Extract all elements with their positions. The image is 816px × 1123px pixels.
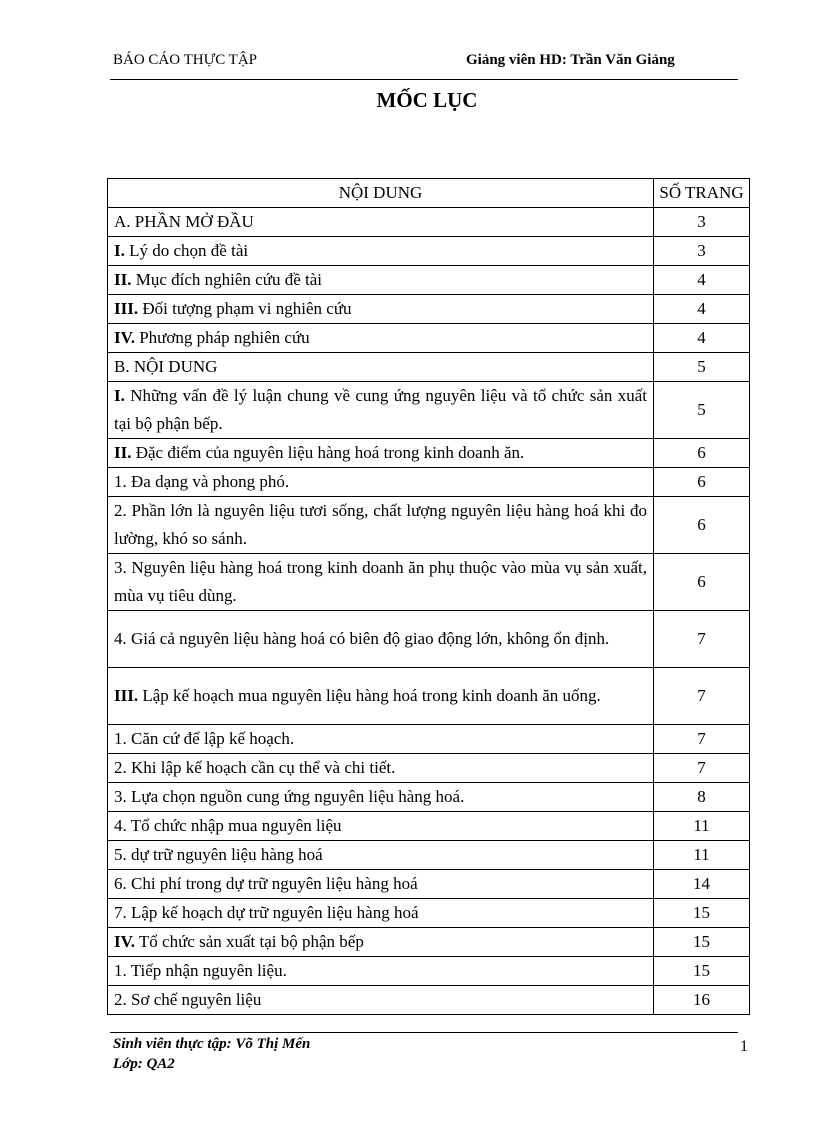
toc-entry bbox=[108, 266, 654, 295]
table-row bbox=[108, 266, 750, 295]
toc-entry bbox=[108, 439, 654, 468]
toc-entry-numeral: III. bbox=[114, 299, 139, 318]
page-number: 1 bbox=[740, 1038, 748, 1055]
table-row bbox=[108, 841, 750, 870]
toc-entry-numeral: I. bbox=[114, 241, 125, 260]
toc-entry-text: Mục đích nghiên cứu đề tài bbox=[131, 270, 322, 289]
toc-entry bbox=[108, 725, 654, 754]
toc-page-number: 3 bbox=[654, 237, 750, 266]
footer-student: Sinh viên thực tập: Võ Thị Mến bbox=[113, 1036, 311, 1052]
toc-entry-text: 7. Lập kế hoạch dự trữ nguyên liệu hàng hoá bbox=[114, 903, 419, 922]
table-row bbox=[108, 783, 750, 812]
column-header-page: SỐ TRANG bbox=[654, 179, 750, 208]
toc-entry bbox=[108, 468, 654, 497]
toc-entry-text: Đối tượng phạm vi nghiên cứu bbox=[138, 299, 352, 318]
toc-page-number: 7 bbox=[654, 611, 750, 668]
toc-page-number: 14 bbox=[654, 870, 750, 899]
toc-entry-text: 1. Tiếp nhận nguyên liệu. bbox=[114, 961, 287, 980]
table-row bbox=[108, 986, 750, 1015]
table-row bbox=[108, 237, 750, 266]
toc-entry bbox=[108, 870, 654, 899]
table-row bbox=[108, 928, 750, 957]
header-divider bbox=[110, 79, 738, 80]
toc-entry bbox=[108, 611, 654, 668]
table-row bbox=[108, 324, 750, 353]
table-row bbox=[108, 725, 750, 754]
toc-entry-text: A. PHẦN MỞ ĐẦU bbox=[114, 212, 254, 231]
header-report-title: BÁO CÁO THỰC TẬP bbox=[113, 52, 258, 68]
toc-page-number: 6 bbox=[654, 554, 750, 611]
toc-entry-text: 2. Phần lớn là nguyên liệu tươi sống, chất lượng nguyên liệu hàng hoá khi đo lường, khó so sánh. bbox=[114, 501, 647, 548]
toc-entry bbox=[108, 899, 654, 928]
toc-entry bbox=[108, 353, 654, 382]
toc-page-number: 7 bbox=[654, 725, 750, 754]
table-row bbox=[108, 554, 750, 611]
toc-page-number: 4 bbox=[654, 266, 750, 295]
toc-entry-text: 3. Lựa chọn nguồn cung ứng nguyên liệu hàng hoá. bbox=[114, 787, 465, 806]
table-row bbox=[108, 957, 750, 986]
toc-entry bbox=[108, 957, 654, 986]
toc-page-number: 15 bbox=[654, 928, 750, 957]
table-row bbox=[108, 468, 750, 497]
toc-entry bbox=[108, 986, 654, 1015]
toc-entry bbox=[108, 324, 654, 353]
table-row bbox=[108, 812, 750, 841]
table-row bbox=[108, 668, 750, 725]
toc-entry-text: 6. Chi phí trong dự trữ nguyên liệu hàng hoá bbox=[114, 874, 418, 893]
table-row bbox=[108, 439, 750, 468]
toc-page-number: 7 bbox=[654, 754, 750, 783]
toc-entry-numeral: II. bbox=[114, 443, 132, 462]
toc-entry bbox=[108, 668, 654, 725]
column-header-content: NỘI DUNG bbox=[108, 179, 654, 208]
toc-page-number: 6 bbox=[654, 497, 750, 554]
toc-entry-text: 5. dự trữ nguyên liệu hàng hoá bbox=[114, 845, 323, 864]
toc-entry bbox=[108, 812, 654, 841]
table-row bbox=[108, 870, 750, 899]
toc-page-number: 6 bbox=[654, 468, 750, 497]
toc-entry-text: 1. Căn cứ để lập kế hoạch. bbox=[114, 729, 295, 748]
toc-entry-text: Tổ chức sản xuất tại bộ phận bếp bbox=[134, 932, 364, 951]
toc-page-number: 11 bbox=[654, 812, 750, 841]
toc-entry bbox=[108, 783, 654, 812]
table-row bbox=[108, 899, 750, 928]
toc-entry-text: Đặc điểm của nguyên liệu hàng hoá trong kinh doanh ăn. bbox=[131, 443, 525, 462]
toc-entry-text: 2. Sơ chế nguyên liệu bbox=[114, 990, 262, 1009]
table-row bbox=[108, 754, 750, 783]
toc-entry-text: Lập kế hoạch mua nguyên liệu hàng hoá trong kinh doanh ăn uống. bbox=[138, 686, 601, 705]
toc-entry-text: 1. Đa dạng và phong phó. bbox=[114, 472, 290, 491]
header-instructor: Giảng viên HD: Trần Văn Giảng bbox=[466, 52, 675, 68]
toc-page-number: 8 bbox=[654, 783, 750, 812]
toc-page-number: 4 bbox=[654, 295, 750, 324]
toc-page-number: 15 bbox=[654, 957, 750, 986]
toc-entry-numeral: IV. bbox=[114, 328, 135, 347]
toc-entry-text: 3. Nguyên liệu hàng hoá trong kinh doanh ăn phụ thuộc vào mùa vụ sản xuất, mùa vụ tiêu dùng. bbox=[114, 558, 647, 605]
footer-class: Lớp: QA2 bbox=[113, 1056, 175, 1072]
toc-entry-numeral: IV. bbox=[114, 932, 135, 951]
table-header-row bbox=[108, 179, 750, 208]
toc-entry-numeral: II. bbox=[114, 270, 132, 289]
toc-entry-text: Những vấn đề lý luận chung về cung ứng nguyên liệu và tổ chức sản xuất tại bộ phận bếp. bbox=[114, 386, 647, 433]
toc-entry bbox=[108, 208, 654, 237]
toc-entry-numeral: III. bbox=[114, 686, 139, 705]
toc-entry bbox=[108, 754, 654, 783]
table-row bbox=[108, 382, 750, 439]
toc-page-number: 3 bbox=[654, 208, 750, 237]
toc-entry bbox=[108, 497, 654, 554]
toc-page-number: 4 bbox=[654, 324, 750, 353]
toc-entry-numeral: I. bbox=[114, 386, 125, 405]
toc-entry bbox=[108, 382, 654, 439]
toc-page-number: 15 bbox=[654, 899, 750, 928]
footer-divider bbox=[110, 1032, 738, 1033]
toc-entry bbox=[108, 554, 654, 611]
toc-entry-text: 4. Giá cả nguyên liệu hàng hoá có biên độ giao động lớn, không ổn định. bbox=[114, 629, 610, 648]
toc-page-number: 6 bbox=[654, 439, 750, 468]
toc-page-number: 5 bbox=[654, 382, 750, 439]
table-row bbox=[108, 208, 750, 237]
table-of-contents bbox=[107, 178, 750, 1015]
toc-entry-text: Phương pháp nghiên cứu bbox=[134, 328, 310, 347]
toc-entry bbox=[108, 295, 654, 324]
toc-entry-text: 2. Khi lập kế hoạch cần cụ thể và chi tiết. bbox=[114, 758, 396, 777]
toc-entry-text: B. NỘI DUNG bbox=[114, 357, 218, 376]
toc-entry-text: Lý do chọn đề tài bbox=[124, 241, 249, 260]
toc-entry-text: 4. Tổ chức nhập mua nguyên liệu bbox=[114, 816, 342, 835]
table-row bbox=[108, 295, 750, 324]
toc-page-number: 16 bbox=[654, 986, 750, 1015]
table-row bbox=[108, 497, 750, 554]
toc-entry bbox=[108, 841, 654, 870]
toc-page-number: 7 bbox=[654, 668, 750, 725]
toc-entry bbox=[108, 237, 654, 266]
toc-page-number: 11 bbox=[654, 841, 750, 870]
toc-entry bbox=[108, 928, 654, 957]
toc-page-number: 5 bbox=[654, 353, 750, 382]
table-row bbox=[108, 353, 750, 382]
table-row bbox=[108, 611, 750, 668]
page-title: MỐC LỤC bbox=[376, 88, 478, 112]
